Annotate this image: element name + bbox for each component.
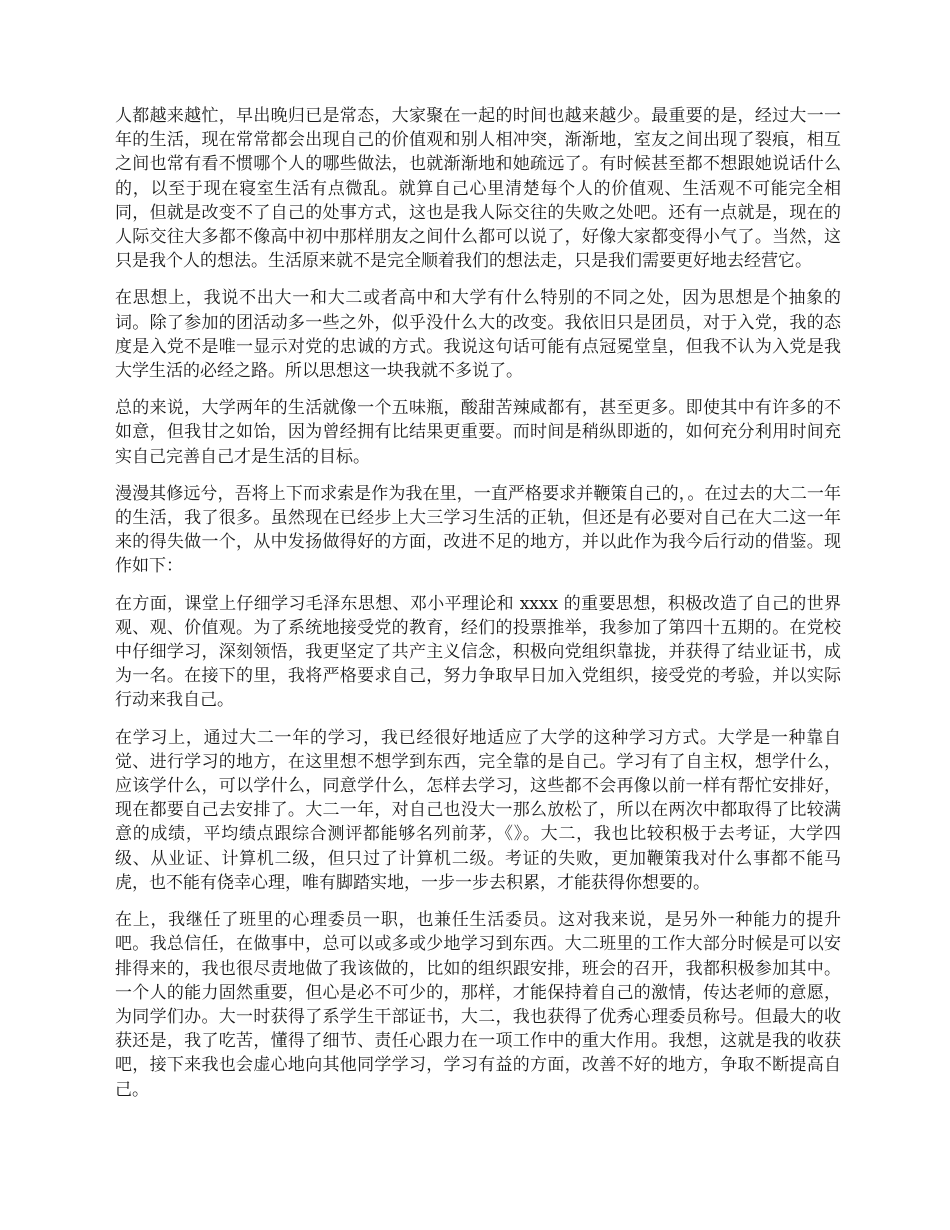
paragraph-study: 在学习上，通过大二一年的学习，我已经很好地适应了大学的这种学习方式。大学是一种靠自觉、进行学习的地方，在这里想不想学到东西，完全靠的是自己。学习有了自主权，想学什么，应该学什么，可以学什么，同意学什么，怎样去学习，这些都不会再像以前一样有帮忙安排好，现在都要自己去安排了。大二一年，对自己也没大一那么放松了，所以在两次中都取得了比较满意的成绩，平均绩点跟综合测评都能够名列前茅，《》。大二，我也比较积极于去考证，大学四级、从业证、计算机二级，但只过了计算机二级。考证的失败，更加鞭策我对什么事都不能马虎，也不能有侥幸心理，唯有脚踏实地，一步一步去积累，才能获得你想要的。 — [115, 727, 841, 893]
paragraph-intro: 漫漫其修远兮，吾将上下而求索是作为我在里，一直严格要求并鞭策自己的，。在过去的大二一年的生活，我了很多。虽然现在已经步上大三学习生活的正轨，但还是有必要对自己在大二这一年来的得失做一个，从中发扬做得好的方面，改进不足的地方，并以此作为我今后行动的借鉴。现作如下： — [115, 483, 841, 577]
paragraph-thought: 在思想上，我说不出大一和大二或者高中和大学有什么特别的不同之处，因为思想是个抽象的词。除了参加的团活动多一些之外，似乎没什么大的改变。我依旧只是团员，对于入党，我的态度是入党不是唯一显示对党的忠诚的方式。我说这句话可能有点冠冕堂皇，但我不认为入党是我大学生活的必经之路。所以思想这一块我就不多说了。 — [115, 288, 841, 382]
document-body — [115, 104, 841, 1115]
paragraph-summary: 总的来说，大学两年的生活就像一个五味瓶，酸甜苦辣咸都有，甚至更多。即使其中有许多的不如意，但我甘之如饴，因为曾经拥有比结果更重要。而时间是稍纵即逝的，如何充分利用时间充实自己完善自己才是生活的目标。 — [115, 398, 841, 467]
paragraph-work: 在上，我继任了班里的心理委员一职，也兼任生活委员。这对我来说，是另外一种能力的提升吧。我总信任，在做事中，总可以或多或少地学习到东西。大二班里的工作大部分时候是可以安排得来的，我也很尽责地做了我该做的，比如的组织跟安排，班会的召开，我都积极参加其中。一个人的能力固然重要，但心是必不可少的，那样，才能保持着自己的激情，传达老师的意愿，为同学们办。大一时获得了系学生干部证书，大二，我也获得了优秀心理委员称号。但最大的收获还是，我了吃苦，懂得了细节、责任心跟力在一项工作中的重大作用。我想，这就是我的收获吧，接下来我也会虚心地向其他同学学习，学习有益的方面，改善不好的地方，争取不断提高自己。 — [115, 910, 841, 1100]
paragraph-interpersonal: 人都越来越忙，早出晚归已是常态，大家聚在一起的时间也越来越少。最重要的是，经过大一一年的生活，现在常常都会出现自己的价值观和别人相冲突，渐渐地，室友之间出现了裂痕，相互之间也常有看不惯哪个人的哪些做法，也就渐渐地和她疏远了。有时候甚至都不想跟她说话什么的，以至于现在寝室生活有点微乱。就算自己心里清楚每个人的价值观、生活观不可能完全相同，但就是改变不了自己的处事方式，这也是我人际交往的失败之处吧。还有一点就是，现在的人际交往大多都不像高中初中那样朋友之间什么都可以说了，好像大家都变得小气了。当然，这只是我个人的想法。生活原来就不是完全顺着我们的想法走，只是我们需要更好地去经营它。 — [115, 106, 841, 272]
paragraph-political: 在方面，课堂上仔细学习毛泽东思想、邓小平理论和 xxxx 的重要思想，积极改造了自己的世界观、观、价值观。为了系统地接受党的教育，经们的投票推举，我参加了第四十五期的。在党校中仔细学习，深刻领悟，我更坚定了共产主义信念，积极向党组织靠拢，并获得了结业证书，成为一名。在接下的里，我将严格要求自己，努力争取早日加入党组织，接受党的考验，并以实际行动来我自己。 — [115, 593, 841, 711]
